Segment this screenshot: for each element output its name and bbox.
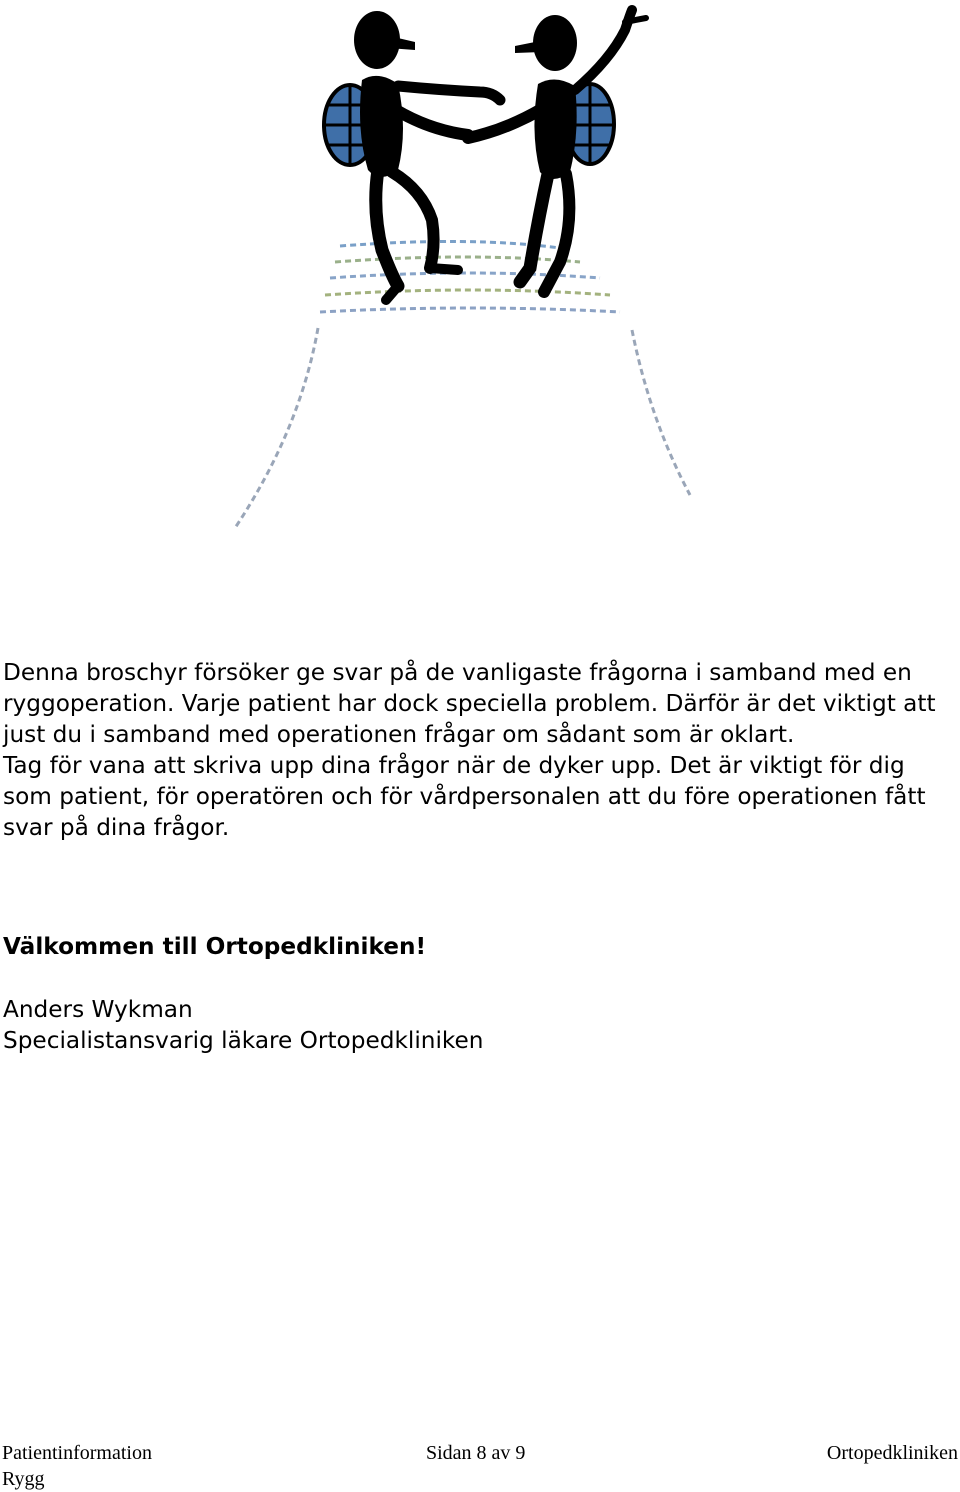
footer-page-number: Sidan 8 av 9 [426, 1442, 526, 1464]
intro-paragraph-2: Tag för vana att skriva upp dina frågor när de dyker upp. Det är viktigt för dig som patient, för operatören och för vårdpersonalen att du före operationen fått svar på dina frågor. [3, 752, 926, 841]
left-hiker-icon [324, 11, 500, 300]
signature-block [3, 994, 483, 1056]
intro-text [3, 657, 958, 843]
signature-title: Specialistansvarig läkare Ortopedkliniken [3, 1027, 484, 1054]
footer-document-type: Patientinformation [2, 1442, 152, 1464]
intro-paragraph-1: Denna broschyr försöker ge svar på de vanligaste frågorna i samband med en ryggoperation. Varje patient har dock speciella problem. Därför är det viktigt att just du i samband med operationen frågar om sådant som är oklart. [3, 659, 936, 748]
signature-name: Anders Wykman [3, 996, 193, 1023]
footer-topic: Rygg [2, 1468, 45, 1490]
dotted-hill [235, 241, 690, 528]
welcome-heading: Välkommen till Ortopedkliniken! [3, 933, 427, 960]
footer-department: Ortopedkliniken [826, 1442, 958, 1464]
right-hiker-icon [468, 10, 646, 292]
hikers-illustration [0, 0, 960, 540]
